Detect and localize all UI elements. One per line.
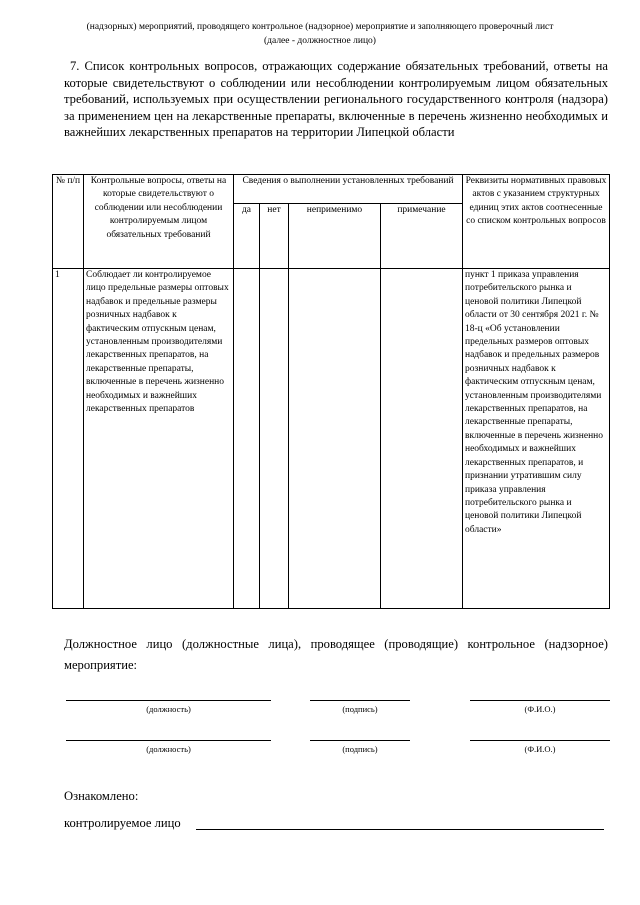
header-line-1: (надзорных) мероприятий, проводящего контрольное (надзорное) мероприятие и заполняющего проверочный лист xyxy=(86,22,554,32)
header-no: нет xyxy=(260,204,289,269)
header-num: № п/п xyxy=(53,175,84,269)
table-row xyxy=(53,269,610,609)
acknowledged-label: Ознакомлено: xyxy=(64,789,139,803)
checklist-table xyxy=(52,174,610,609)
header-compliance: Сведения о выполнении установленных требований xyxy=(234,175,463,204)
header-yes: да xyxy=(234,204,260,269)
controlled-person-line[interactable] xyxy=(196,829,604,830)
position-line-1[interactable] xyxy=(66,700,271,701)
row-note-cell[interactable] xyxy=(381,269,463,609)
header-line-2: (далее - должностное лицо) xyxy=(264,36,376,46)
header-questions: Контрольные вопросы, ответы на которые свидетельствуют о соблюдении или несоблюдении контролируемым лицом обязательных требований xyxy=(84,175,234,269)
sign-caption-2: (подпись) xyxy=(342,744,378,754)
position-caption-1: (должность) xyxy=(146,704,191,714)
page-header xyxy=(40,20,600,48)
row-num: 1 xyxy=(53,269,84,609)
fio-caption-2: (Ф.И.О.) xyxy=(524,744,556,754)
fio-line-1[interactable] xyxy=(470,700,610,701)
header-na: неприменимо xyxy=(289,204,381,269)
row-requisites: пункт 1 приказа управления потребительского рынка и ценовой политики Липецкой области от 30 сентября 2021 г. № 18-ц «Об установлении предельных размеров оптовых надбавок и предельных размеров розничных надбавок к фактическим отпускным ценам, установленным производителями лекарственных препаратов, на лекарственные препараты, включенные в перечень жизненно необходимых и важнейших лекарственных препаратов, и признании утратившим силу приказа управления потребительского рынка и ценовой политики Липецкой области» xyxy=(463,269,610,609)
row-question: Соблюдает ли контролируемое лицо предельные размеры оптовых надбавок и предельные размеры розничных надбавок к фактическим отпускным ценам, установленным производителями лекарственных препаратов, на лекарственные препараты, включенные в перечень жизненно необходимых и важнейших лекарственных препаратов xyxy=(84,269,234,609)
row-yes-cell[interactable] xyxy=(234,269,260,609)
fio-line-2[interactable] xyxy=(470,740,610,741)
row-na-cell[interactable] xyxy=(289,269,381,609)
position-caption-2: (должность) xyxy=(146,744,191,754)
position-line-2[interactable] xyxy=(66,740,271,741)
sign-caption-1: (подпись) xyxy=(342,704,378,714)
controlled-person-label: контролируемое лицо xyxy=(64,816,181,830)
row-no-cell[interactable] xyxy=(260,269,289,609)
signature-title: Должностное лицо (должностные лица), проводящее (проводящие) контрольное (надзорное) мероприятие: xyxy=(64,637,608,672)
sign-line-1[interactable] xyxy=(310,700,410,701)
header-requisites: Реквизиты нормативных правовых актов с указанием структурных единиц этих актов соотнесенные со списком контрольных вопросов xyxy=(463,175,610,269)
fio-caption-1: (Ф.И.О.) xyxy=(524,704,556,714)
section-7-paragraph: 7. Список контрольных вопросов, отражающих содержание обязательных требований, ответы на которые свидетельствуют о соблюдении или несоблюдении контролируемым лицом обязательных требований, используемых при осуществлении регионального государственного контроля (надзора) за применением цен на лекарственные препараты, включенные в перечень жизненно необходимых и важнейших лекарственных препаратов на территории Липецкой области xyxy=(64,59,608,139)
sign-line-2[interactable] xyxy=(310,740,410,741)
header-note: примечание xyxy=(381,204,463,269)
